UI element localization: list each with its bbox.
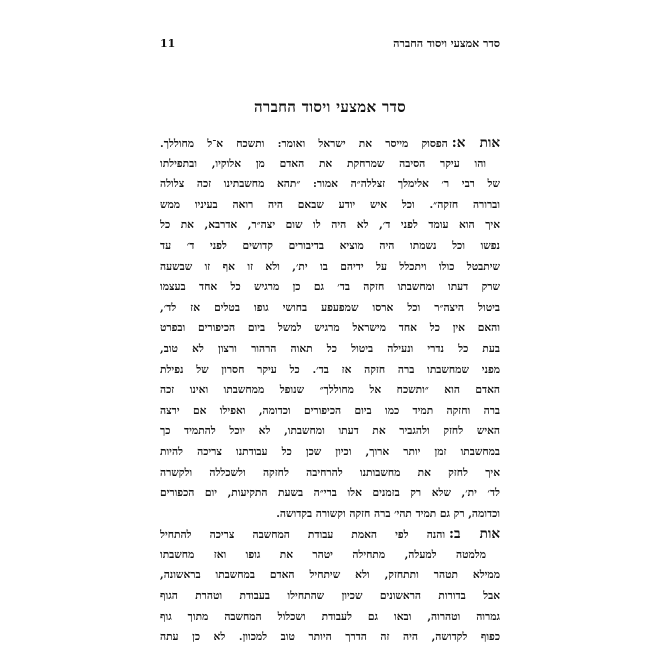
text-line: במחשבתו זמן יותר ארוך, וכיון שכן כל עבודתנו צריכה להיות [160,445,500,458]
text-line: וברורה חזקה״. וכל איש יודע שבאם היה רואה בעיניו ממש [160,198,500,211]
text-line: ממילא תטהר ותתחזק, ולא שיתחיל האדם במחשבתו בראשונה, [160,569,500,582]
book-page [160,0,500,650]
text-line: ברה וחזקה תמיד כמו ביום הכיפורים וכדומה, ואפילו אם ירצה [160,404,500,417]
text-line: אבל בדורות הראשונים שכיון שהתחילו בעבודת וטהרת הגוף [160,590,500,603]
running-title: סדר אמצעי ויסוד החברה [393,37,500,50]
text-line: ביטול היצה״ר וכל ארסו שמפעפע בחושי גופו בטלים אז לד׳, [160,301,500,314]
text-line: לד׳ ית׳, שלא רק בזמנים אלו ברי״ה בשעת התקיעות, יום הכפורים [160,487,500,500]
body-text [160,133,500,648]
text-line [160,524,500,545]
text-line: בעת כל נדרי ונעילה ביטול כל תאוה הרהור ורצון לא טוב, [160,342,500,355]
text-line: מלמטה למעלה, מתחילה יטהר את גופו ואז מחשבתו [160,548,486,561]
section-b-heading: אות ב: [449,526,500,543]
text-line: גמרוה וטהרוה, ובאו גם לעבודת ושכלול המחשבה מתוך גוף [160,610,500,623]
text-line: נפשו וכל נשמתו היה מוציא בדיבורים קדושים לפני ד׳ עד [160,239,500,252]
text-line: והאם אין כל אחד מישראל מרגיש למשל ביום הכיפורים ובפרט [160,322,500,335]
text-line: איך לחזק את מחשבותנו להרחיבה לחזקה ולשכללה ולקשרה [160,466,500,479]
text-line: שיתבטל כולו ויתכלל על ידיהם בו ית׳, ולא זו אף זו שבשעה [160,260,500,273]
text-line: שרק דעתו ומחשבתו חזקה בד׳ גם כן מרגיש כל אחד בעצמו [160,281,500,294]
text-line: וכדומה, רק גם תמיד תהי׳ ברה חזקה וקשורה בקדושה. [276,507,500,520]
section-a-heading: אות א: [451,135,500,151]
text-line [160,133,500,154]
text-line: של רבי ר׳ אלימלך זצללה״ה אמור: ״תהא מחשבתינו זכה צלולה [160,178,500,191]
page-number: 11 [160,37,176,50]
text-line: והו עיקר הסיבה שמרחקת את האדם מן אלוקיו, ובתפילתו [160,157,486,170]
text-line: כפוף לקדושה, היה זה הדרך היותר טוב למכוון. לא כן עתה [160,631,500,644]
chapter-title: סדר אמצעי ויסוד החברה [254,98,406,116]
text-line: האדם הוא ״ותשכח אל מחוללך״ שנופל ממחשבתו ואינו זכה [160,384,500,397]
section-a-line-1: הפסוק מייסר את ישראל ואומר: ותשכח א־ל מחוללך. [160,138,448,150]
text-line: איך הוא עומד לפני ד׳, לא היה לו שום יצה״ר, אדרבא, את כל [160,219,500,232]
text-line: האיש לחזק ולהגביר את דעתו ומחשבתו, לא יוכל להתמיד כך [160,425,500,438]
section-b-line-1: והנה לפי האמת עבודת המחשבה צריכה להתחיל [160,529,446,542]
text-line: מפני שמחשבתו ברה חזקה אז בד׳. כל עיקר חסרון של נפילת [160,363,500,376]
running-header [160,37,500,53]
